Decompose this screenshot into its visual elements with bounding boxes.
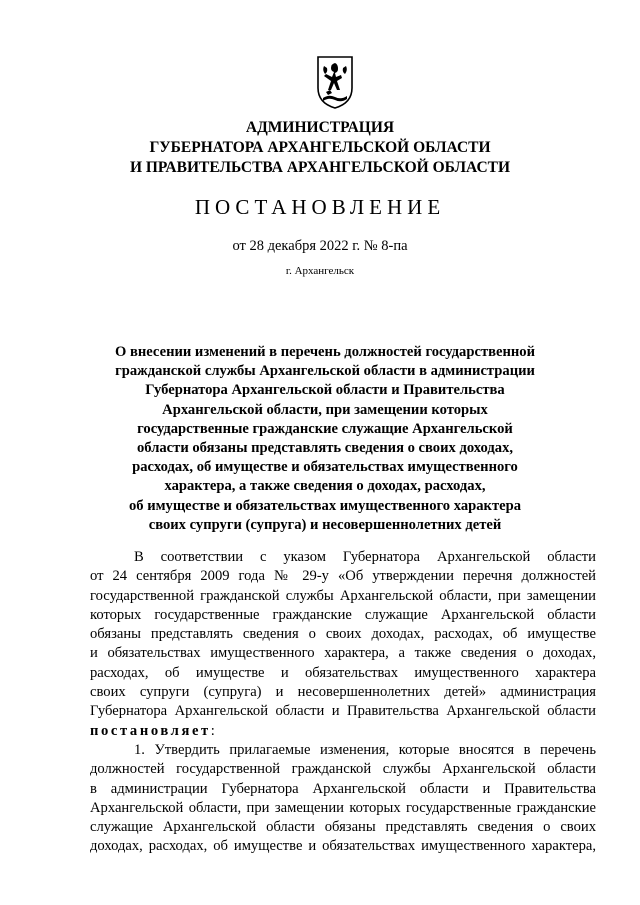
title-line: гражданской службы Архангельской области в администрации	[115, 363, 535, 380]
organization-name	[60, 118, 580, 178]
title-line: об имуществе и обязательствах имущественного характера	[128, 497, 522, 514]
body-line: Губернатора Архангельской области и Правительства Архангельской области	[90, 703, 596, 720]
org-line: АДМИНИСТРАЦИЯ	[245, 119, 395, 136]
body-line: обязаны представлять сведения о своих доходах, расходах, об имуществе	[90, 626, 596, 643]
coat-of-arms-icon	[315, 54, 355, 110]
body-line: своих супруги (супруга) и несовершеннолетних детей» администрация	[90, 684, 596, 701]
body-line: от 24 сентября 2009 года № 29-у «Об утверждении перечня должностей	[90, 568, 596, 585]
title-line: расходах, об имуществе и обязательствах имущественного	[132, 459, 518, 476]
body-line: расходах, об имуществе и обязательствах имущественного характера	[90, 664, 596, 681]
body-line: государственной гражданской службы Архангельской области, при замещении	[90, 587, 596, 604]
item-1-paragraph	[90, 741, 596, 857]
title-line: своих супруги (супруга) и несовершеннолетних детей	[148, 516, 502, 533]
body-line: которых государственные гражданские служащие Архангельской области	[90, 606, 596, 623]
body-line: и обязательствах имущественного характера, а также сведения о доходах,	[90, 645, 596, 662]
title-line: Архангельской области, при замещении которых	[162, 401, 488, 418]
org-line: ГУБЕРНАТОРА АРХАНГЕЛЬСКОЙ ОБЛАСТИ	[149, 139, 491, 156]
body-line: в администрации Губернатора Архангельской области и Правительства	[90, 780, 596, 797]
document-type: ПОСТАНОВЛЕНИЕ	[194, 195, 446, 219]
title-line: области обязаны представлять сведения о своих доходах,	[136, 440, 514, 457]
body-line: доходах, расходах, об имуществе и обязательствах имущественного характера,	[90, 838, 596, 855]
body-line: служащие Архангельской области обязаны представлять сведения о своих	[90, 819, 596, 836]
title-line: Губернатора Архангельской области и Правительства	[145, 382, 505, 399]
decree-colon: :	[210, 722, 215, 739]
document-date-number: от 28 декабря 2022 г. № 8-па	[232, 238, 408, 254]
title-line: О внесении изменений в перечень должностей государственной	[114, 344, 535, 360]
body-line: Архангельской области, при замещении которых государственные гражданские	[90, 799, 596, 816]
document-title	[110, 343, 540, 535]
org-line: И ПРАВИТЕЛЬСТВА АРХАНГЕЛЬСКОЙ ОБЛАСТИ	[129, 159, 511, 176]
body-line: должностей государственной гражданской службы Архангельской области	[90, 761, 596, 778]
body-line: В соответствии с указом Губернатора Архангельской области	[134, 549, 596, 565]
body-line: 1. Утвердить прилагаемые изменения, которые вносятся в перечень	[134, 742, 596, 758]
document-city: г. Архангельск	[285, 265, 355, 277]
decree-line	[90, 722, 596, 741]
preamble-paragraph	[90, 548, 596, 741]
title-line: государственные гражданские служащие Архангельской	[137, 420, 513, 437]
decree-word: постановляет	[90, 722, 211, 739]
title-line: характера, а также сведения о доходах, расходах,	[164, 478, 486, 495]
